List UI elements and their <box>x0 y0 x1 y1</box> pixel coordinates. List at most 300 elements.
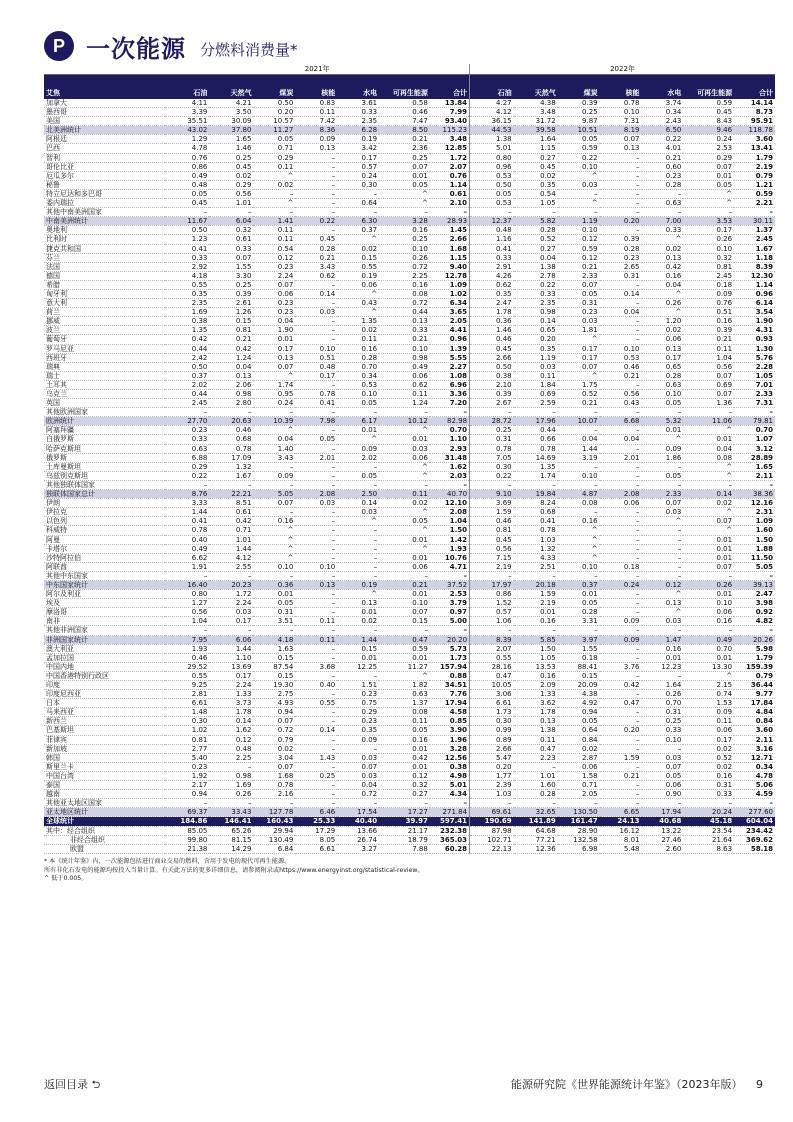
table-row <box>44 735 775 744</box>
table-cell: 0.03 <box>642 508 684 517</box>
table-cell: ^ <box>379 471 430 480</box>
table-cell: 1.50 <box>734 535 775 544</box>
table-cell: 2.36 <box>379 144 430 153</box>
table-cell: – <box>600 708 642 717</box>
table-cell: 0.83 <box>295 99 337 108</box>
table-cell: – <box>514 762 558 771</box>
table-cell: 0.50 <box>165 226 209 235</box>
table-cell: 3.30 <box>209 271 253 280</box>
table-cell: 0.06 <box>600 499 642 508</box>
table-cell: ^ <box>642 435 684 444</box>
table-cell: ^ <box>642 235 684 244</box>
table-cell: 0.31 <box>253 608 295 617</box>
table-cell: 9.25 <box>165 681 209 690</box>
table-cell: 0.26 <box>209 790 253 799</box>
table-cell: 369.62 <box>734 835 775 844</box>
table-cell: 0.69 <box>683 380 734 389</box>
table-cell: 0.44 <box>165 344 209 353</box>
table-cell: 0.25 <box>642 717 684 726</box>
table-cell: – <box>558 426 600 435</box>
row-label: 欧洲统计 <box>44 417 165 426</box>
row-label: 土库曼斯坦 <box>44 462 165 471</box>
table-cell: 1.42 <box>430 535 470 544</box>
table-row <box>44 417 775 426</box>
table-cell: 10.76 <box>430 553 470 562</box>
table-row <box>44 235 775 244</box>
table-cell: – <box>600 480 642 489</box>
table-cell: 1.68 <box>430 244 470 253</box>
table-cell: 3.61 <box>337 99 379 108</box>
table-cell: 0.35 <box>514 180 558 189</box>
table-cell: ^ <box>642 517 684 526</box>
table-cell: 0.37 <box>558 580 600 589</box>
table-cell: 1.90 <box>734 317 775 326</box>
table-cell: 0.94 <box>165 790 209 799</box>
table-cell: ^ <box>253 371 295 380</box>
table-cell: 0.16 <box>683 317 734 326</box>
table-cell: 0.10 <box>683 599 734 608</box>
table-cell: 0.54 <box>514 189 558 198</box>
table-cell: 1.01 <box>514 771 558 780</box>
table-cell: 0.50 <box>165 362 209 371</box>
table-cell: 0.46 <box>165 653 209 662</box>
table-cell: 1.35 <box>165 326 209 335</box>
row-label: 中东国家统计 <box>44 580 165 589</box>
table-cell: 0.02 <box>379 499 430 508</box>
table-cell: 0.17 <box>642 353 684 362</box>
table-cell: 0.01 <box>683 553 734 562</box>
table-cell: 0.25 <box>470 426 514 435</box>
table-cell: 69.37 <box>165 808 209 817</box>
table-cell: 1.50 <box>430 526 470 535</box>
table-cell: 0.94 <box>558 708 600 717</box>
table-cell: 0.21 <box>558 262 600 271</box>
table-cell: – <box>600 462 642 471</box>
page-number: 9 <box>756 1078 763 1091</box>
table-cell: 0.64 <box>558 726 600 735</box>
table-cell: 3.04 <box>253 753 295 762</box>
footer-source <box>511 1076 763 1092</box>
table-cell: 28.16 <box>470 662 514 671</box>
table-row <box>44 271 775 280</box>
table-row <box>44 681 775 690</box>
table-cell: 0.05 <box>558 717 600 726</box>
table-cell: 2.35 <box>514 299 558 308</box>
table-cell: 0.32 <box>379 781 430 790</box>
table-cell: 1.78 <box>209 708 253 717</box>
table-cell: 0.11 <box>337 335 379 344</box>
table-cell: – <box>514 480 558 489</box>
table-cell: 3.43 <box>295 262 337 271</box>
table-cell: 0.09 <box>683 289 734 298</box>
table-cell: 1.26 <box>209 308 253 317</box>
table-cell: 0.14 <box>295 289 337 298</box>
table-cell: 0.01 <box>514 608 558 617</box>
table-cell: 0.86 <box>165 162 209 171</box>
table-cell: 0.95 <box>253 390 295 399</box>
table-cell: 0.84 <box>558 735 600 744</box>
row-label: 特立尼达和多巴哥 <box>44 189 165 198</box>
table-cell: – <box>600 226 642 235</box>
table-cell: 11.27 <box>379 662 430 671</box>
table-cell: 1.48 <box>165 708 209 717</box>
row-label: 瑞士 <box>44 371 165 380</box>
table-cell: 0.42 <box>600 681 642 690</box>
table-cell: 157.94 <box>430 662 470 671</box>
table-cell: – <box>734 480 775 489</box>
row-label: 其他中东国家 <box>44 571 165 580</box>
table-cell: 6.84 <box>253 844 295 853</box>
table-cell: 40.68 <box>642 817 684 826</box>
table-cell: – <box>600 553 642 562</box>
table-row <box>44 435 775 444</box>
table-cell: 0.05 <box>337 399 379 408</box>
table-cell: 271.84 <box>430 808 470 817</box>
table-cell: 7.31 <box>734 399 775 408</box>
table-cell: – <box>295 326 337 335</box>
row-label: 阿根廷 <box>44 135 165 144</box>
table-cell: 0.39 <box>209 289 253 298</box>
table-cell: 130.49 <box>253 835 295 844</box>
table-cell: 2.07 <box>470 644 514 653</box>
table-cell: 0.23 <box>165 426 209 435</box>
table-cell: 0.55 <box>470 653 514 662</box>
table-cell: 0.13 <box>642 599 684 608</box>
table-cell: 0.11 <box>253 226 295 235</box>
row-label: 中南美洲统计 <box>44 217 165 226</box>
table-cell: 0.39 <box>558 99 600 108</box>
table-cell: 5.98 <box>734 644 775 653</box>
table-cell: 23.54 <box>683 826 734 835</box>
table-cell: 88.41 <box>558 662 600 671</box>
table-cell: 0.51 <box>683 308 734 317</box>
table-cell: 0.16 <box>253 517 295 526</box>
table-cell: 0.12 <box>558 253 600 262</box>
table-cell: – <box>253 626 295 635</box>
table-cell: 0.06 <box>558 762 600 771</box>
table-cell: 37.52 <box>430 580 470 589</box>
table-cell: 0.06 <box>683 608 734 617</box>
table-cell: 2.33 <box>734 390 775 399</box>
table-cell: 0.33 <box>642 726 684 735</box>
table-cell: 4.01 <box>642 144 684 153</box>
table-cell: 1.41 <box>253 217 295 226</box>
table-cell: 0.35 <box>165 289 209 298</box>
table-cell: 0.24 <box>253 399 295 408</box>
table-cell: 0.18 <box>600 562 642 571</box>
table-cell: 12.85 <box>430 144 470 153</box>
table-cell: 0.38 <box>470 371 514 380</box>
table-cell: 0.29 <box>165 462 209 471</box>
table-cell: – <box>600 653 642 662</box>
table-cell: 0.39 <box>600 235 642 244</box>
table-cell: 24.13 <box>600 817 642 826</box>
table-cell: 0.17 <box>337 153 379 162</box>
table-cell: 2.24 <box>253 271 295 280</box>
row-label: 加拿大 <box>44 99 165 108</box>
table-cell: – <box>642 408 684 417</box>
table-cell: 0.78 <box>514 526 558 535</box>
table-cell: 0.81 <box>165 735 209 744</box>
table-cell: 1.09 <box>734 517 775 526</box>
table-cell: – <box>295 226 337 235</box>
table-cell: 1.04 <box>683 353 734 362</box>
column-header: 石油 <box>470 75 514 100</box>
table-cell: 0.06 <box>642 335 684 344</box>
table-cell: 0.25 <box>379 153 430 162</box>
table-row <box>44 280 775 289</box>
table-cell: 5.48 <box>600 844 642 853</box>
table-cell: 3.36 <box>430 390 470 399</box>
table-cell: ^ <box>379 189 430 198</box>
table-row <box>44 253 775 262</box>
table-cell: 0.55 <box>337 262 379 271</box>
table-cell: – <box>295 744 337 753</box>
table-cell: 159.39 <box>734 662 775 671</box>
table-cell: – <box>600 335 642 344</box>
table-cell: 2.02 <box>165 380 209 389</box>
table-cell: 2.47 <box>470 299 514 308</box>
table-cell: – <box>558 799 600 808</box>
column-header-row <box>44 75 775 100</box>
table-cell: 4.31 <box>734 326 775 335</box>
table-cell: 10.51 <box>558 126 600 135</box>
table-cell: – <box>295 535 337 544</box>
table-cell: 0.22 <box>470 471 514 480</box>
table-cell: 0.03 <box>558 180 600 189</box>
table-cell: 95.91 <box>734 117 775 126</box>
table-cell: 0.42 <box>379 753 430 762</box>
table-cell: – <box>337 562 379 571</box>
table-cell: 6.61 <box>470 699 514 708</box>
table-cell: 9.87 <box>558 117 600 126</box>
table-cell: ^ <box>683 189 734 198</box>
table-cell: ^ <box>379 526 430 535</box>
table-cell: 161.47 <box>558 817 600 826</box>
table-cell: 1.14 <box>430 180 470 189</box>
table-cell: 2.11 <box>734 735 775 744</box>
table-cell: 0.45 <box>209 162 253 171</box>
table-cell: ^ <box>379 508 430 517</box>
table-cell: – <box>600 208 642 217</box>
table-cell: 2.45 <box>683 271 734 280</box>
table-cell: 2.19 <box>734 162 775 171</box>
table-cell: ^ <box>337 235 379 244</box>
table-cell: 0.54 <box>253 244 295 253</box>
table-cell: 7.95 <box>165 635 209 644</box>
table-cell: 2.11 <box>734 471 775 480</box>
row-label: 希腊 <box>44 280 165 289</box>
row-label: 挪威 <box>44 317 165 326</box>
table-cell: 0.10 <box>295 562 337 571</box>
table-cell: 0.16 <box>558 517 600 526</box>
table-cell: – <box>642 799 684 808</box>
table-cell: – <box>430 799 470 808</box>
table-cell: – <box>642 208 684 217</box>
table-row <box>44 153 775 162</box>
table-cell: 10.05 <box>470 681 514 690</box>
row-label: 土耳其 <box>44 380 165 389</box>
table-cell: 0.10 <box>295 344 337 353</box>
table-cell: 0.04 <box>600 308 642 317</box>
table-cell: – <box>642 535 684 544</box>
table-cell: 0.94 <box>253 708 295 717</box>
table-cell: 0.02 <box>683 499 734 508</box>
table-cell: 0.01 <box>379 653 430 662</box>
table-row <box>44 726 775 735</box>
table-cell: 1.16 <box>470 235 514 244</box>
table-cell: ^ <box>558 199 600 208</box>
table-cell: 9.40 <box>430 262 470 271</box>
table-cell: 5.76 <box>734 353 775 362</box>
table-cell: ^ <box>642 590 684 599</box>
table-cell: ^ <box>683 471 734 480</box>
table-cell: 115.23 <box>430 126 470 135</box>
table-cell: 2.05 <box>430 317 470 326</box>
table-cell: – <box>209 799 253 808</box>
table-cell: 0.30 <box>470 717 514 726</box>
table-cell: 0.02 <box>642 244 684 253</box>
table-cell: 1.05 <box>514 653 558 662</box>
table-cell: 11.67 <box>165 217 209 226</box>
table-cell: 0.07 <box>253 499 295 508</box>
table-row <box>44 571 775 580</box>
table-cell: 0.01 <box>379 171 430 180</box>
table-cell: 85.05 <box>165 826 209 835</box>
table-cell: 2.93 <box>430 444 470 453</box>
table-cell: 3.42 <box>337 144 379 153</box>
table-row <box>44 653 775 662</box>
row-label: 奥地利 <box>44 226 165 235</box>
table-cell: 0.97 <box>430 608 470 617</box>
table-row <box>44 208 775 217</box>
year-header-row <box>44 64 775 75</box>
table-cell: 1.01 <box>209 535 253 544</box>
table-cell: 0.07 <box>209 253 253 262</box>
row-label: 其他欧洲国家 <box>44 408 165 417</box>
table-cell: 8.63 <box>683 844 734 853</box>
table-cell: ^ <box>253 526 295 535</box>
table-cell: – <box>600 571 642 580</box>
table-row <box>44 753 775 762</box>
table-cell: 2.51 <box>514 562 558 571</box>
table-cell: – <box>165 626 209 635</box>
table-cell: 0.44 <box>514 426 558 435</box>
table-cell: – <box>600 762 642 771</box>
table-cell: 3.76 <box>600 662 642 671</box>
column-header: 石油 <box>165 75 209 100</box>
table-cell: 0.02 <box>337 617 379 626</box>
table-cell: 0.66 <box>514 435 558 444</box>
table-cell: 1.35 <box>337 317 379 326</box>
table-cell: – <box>514 408 558 417</box>
table-cell: 1.33 <box>209 690 253 699</box>
table-cell: 1.27 <box>165 599 209 608</box>
table-cell: 1.38 <box>514 726 558 735</box>
table-row <box>44 690 775 699</box>
table-cell: ^ <box>337 289 379 298</box>
table-cell: ^ <box>683 426 734 435</box>
row-label: 匈牙利 <box>44 289 165 298</box>
table-row <box>44 99 775 108</box>
table-cell: 1.14 <box>734 280 775 289</box>
table-cell: 0.26 <box>683 235 734 244</box>
table-cell: 1.44 <box>558 444 600 453</box>
table-cell: 0.45 <box>165 199 209 208</box>
table-cell: 0.06 <box>253 289 295 298</box>
table-cell: 0.11 <box>683 717 734 726</box>
table-cell: 0.16 <box>337 344 379 353</box>
table-cell: 1.37 <box>734 226 775 235</box>
table-cell: – <box>470 480 514 489</box>
row-label: 德国 <box>44 271 165 280</box>
table-cell: 0.43 <box>337 299 379 308</box>
table-cell: 0.70 <box>642 699 684 708</box>
table-cell: 0.33 <box>470 253 514 262</box>
table-cell: 365.03 <box>430 835 470 844</box>
table-cell: 0.10 <box>558 226 600 235</box>
table-cell: 0.07 <box>558 362 600 371</box>
table-cell: ^ <box>337 435 379 444</box>
table-cell: – <box>165 408 209 417</box>
table-cell: – <box>642 744 684 753</box>
table-cell: – <box>430 408 470 417</box>
table-cell: – <box>295 280 337 289</box>
table-cell: 4.84 <box>734 708 775 717</box>
table-row <box>44 217 775 226</box>
table-cell: – <box>253 408 295 417</box>
table-cell: – <box>295 644 337 653</box>
row-label: 独联体国家总计 <box>44 490 165 499</box>
table-cell: 0.20 <box>514 335 558 344</box>
table-cell: 0.14 <box>209 717 253 726</box>
table-cell: 1.44 <box>337 635 379 644</box>
table-cell: 0.39 <box>470 390 514 399</box>
table-cell: 0.48 <box>165 180 209 189</box>
table-cell: 1.02 <box>430 289 470 298</box>
table-cell: 0.25 <box>295 771 337 780</box>
table-row <box>44 608 775 617</box>
table-cell: 0.07 <box>253 762 295 771</box>
table-cell: 3.98 <box>734 599 775 608</box>
table-cell: 0.29 <box>253 153 295 162</box>
table-cell: 0.01 <box>683 653 734 662</box>
table-row <box>44 599 775 608</box>
table-cell: 102.71 <box>470 835 514 844</box>
table-cell: 0.08 <box>558 499 600 508</box>
table-cell: – <box>642 626 684 635</box>
table-cell: 3.74 <box>642 99 684 108</box>
table-cell: – <box>642 526 684 535</box>
table-cell: 604.04 <box>734 817 775 826</box>
table-cell: 0.23 <box>337 690 379 699</box>
row-label: 中国内地 <box>44 662 165 671</box>
table-cell: 3.48 <box>514 108 558 117</box>
table-cell: 0.02 <box>514 171 558 180</box>
table-cell: 1.32 <box>514 544 558 553</box>
column-header: 天然气 <box>514 75 558 100</box>
back-to-contents-link[interactable]: 返回目录 ⮌ <box>44 1078 101 1091</box>
table-cell: 0.35 <box>337 726 379 735</box>
table-cell: 0.07 <box>683 517 734 526</box>
row-label: 阿曼 <box>44 535 165 544</box>
table-cell: 0.46 <box>470 517 514 526</box>
table-cell: 1.24 <box>379 399 430 408</box>
table-cell: 0.17 <box>683 226 734 235</box>
table-cell: 2.01 <box>295 453 337 462</box>
table-row <box>44 844 775 853</box>
row-label: 新西兰 <box>44 717 165 726</box>
